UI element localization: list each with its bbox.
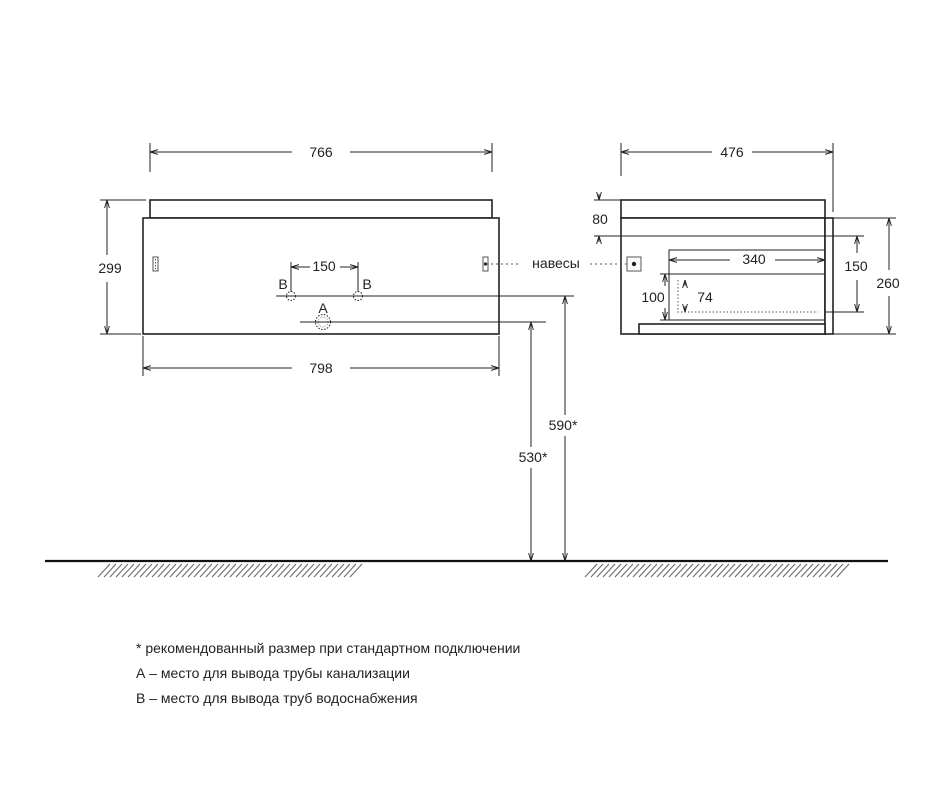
hatch-line [302,564,314,577]
hatch-line [813,564,825,577]
hatch-line [104,564,116,577]
hatch-line [597,564,609,577]
hatch-line [633,564,645,577]
hatch-line [681,564,693,577]
dim-depth-label: 476 [720,144,744,160]
dim-height-260-label: 260 [876,275,900,291]
hatch-line [729,564,741,577]
hatch-line [308,564,320,577]
hatch-line [98,564,110,577]
hatch-line [350,564,362,577]
hatch-line [651,564,663,577]
hatch-line [735,564,747,577]
notes [136,636,836,711]
hatch-line [236,564,248,577]
hatch-line [807,564,819,577]
hatch-line [639,564,651,577]
hatch-line [254,564,266,577]
hatch-line [134,564,146,577]
hatch-line [669,564,681,577]
hatch-line [831,564,843,577]
hatch-line [338,564,350,577]
hatch-line [717,564,729,577]
front-countertop [150,200,492,218]
floor-hatch-left [98,564,362,577]
hatch-line [320,564,332,577]
hatch-line [663,564,675,577]
side-view [486,143,900,334]
hatch-line [176,564,188,577]
hatch-line [170,564,182,577]
note-b: В – место для вывода труб водоснабжения [136,690,418,706]
hatch-line [182,564,194,577]
hatch-line [290,564,302,577]
hatch-line [278,564,290,577]
hatch-line [783,564,795,577]
hatch-line [206,564,218,577]
hatch-line [705,564,717,577]
hatch-line [789,564,801,577]
dim-height-front-label: 299 [98,260,122,276]
hatch-line [188,564,200,577]
hatch-line [759,564,771,577]
note-star: * рекомендованный размер при стандартном подключении [136,640,521,656]
hatch-line [272,564,284,577]
hatch-line [693,564,705,577]
hatch-line [284,564,296,577]
hatch-line [194,564,206,577]
floor-hatch-right [585,564,849,577]
dim-width-bottom [143,336,499,376]
hatch-line [741,564,753,577]
hatch-line [230,564,242,577]
label-b-right: B [362,276,372,292]
dim-top-80 [592,194,621,242]
hatch-line [837,564,849,577]
side-bottom-panel [639,324,825,334]
hatch-line [200,564,212,577]
dim-width-top-label: 766 [309,144,333,160]
hatch-line [260,564,272,577]
side-cabinet [621,218,825,334]
dim-height-530-label: 530* [518,449,548,465]
hatch-line [266,564,278,577]
hatch-line [699,564,711,577]
hatch-line [326,564,338,577]
hatch-line [777,564,789,577]
hatch-line [116,564,128,577]
hatch-line [819,564,831,577]
dim-width-top [150,143,492,172]
hinges-label: навесы [532,255,580,271]
side-door-panel [825,218,833,334]
hatch-line [801,564,813,577]
side-countertop [621,200,825,218]
dim-inner-340-label: 340 [742,251,766,267]
hatch-line [344,564,356,577]
hatch-line [753,564,765,577]
hatch-line [765,564,777,577]
hatch-line [687,564,699,577]
dim-height-590-label: 590* [548,417,578,433]
dim-height-260 [833,218,900,334]
dim-height-590 [549,296,578,561]
hatch-line [675,564,687,577]
hatch-line [152,564,164,577]
dim-drawer-74-label: 74 [697,289,713,305]
hatch-line [627,564,639,577]
front-view [98,143,578,561]
hatch-line [771,564,783,577]
label-b-left: B [278,276,288,292]
hatch-line [747,564,759,577]
hatch-line [615,564,627,577]
hatch-line [591,564,603,577]
hatch-line [218,564,230,577]
hatch-line [657,564,669,577]
hatch-line [224,564,236,577]
hatch-line [621,564,633,577]
hatch-line [296,564,308,577]
note-a: А – место для вывода трубы канализации [136,665,410,681]
dim-pipe-spacing-label: 150 [312,258,336,274]
hatch-line [122,564,134,577]
hatch-line [795,564,807,577]
hatch-line [146,564,158,577]
hatch-line [140,564,152,577]
dim-top-80-label: 80 [592,211,608,227]
dim-height-150-label: 150 [844,258,868,274]
dim-height-530 [519,322,548,561]
hatch-line [242,564,254,577]
hatch-line [609,564,621,577]
floor [45,561,888,577]
dim-width-bottom-label: 798 [309,360,333,376]
side-hinge [627,257,641,271]
hatch-line [711,564,723,577]
dim-drawer-100-label: 100 [641,289,665,305]
hatch-line [332,564,344,577]
hatch-line [158,564,170,577]
hatch-line [825,564,837,577]
hatch-line [164,564,176,577]
dim-height-front [98,200,146,334]
hatch-line [723,564,735,577]
hatch-line [603,564,615,577]
hatch-line [314,564,326,577]
hatch-line [248,564,260,577]
hatch-line [128,564,140,577]
hatch-line [645,564,657,577]
hatch-line [212,564,224,577]
hatch-line [110,564,122,577]
hatch-line [585,564,597,577]
front-hinge-left [153,257,158,271]
label-a: A [318,300,328,316]
